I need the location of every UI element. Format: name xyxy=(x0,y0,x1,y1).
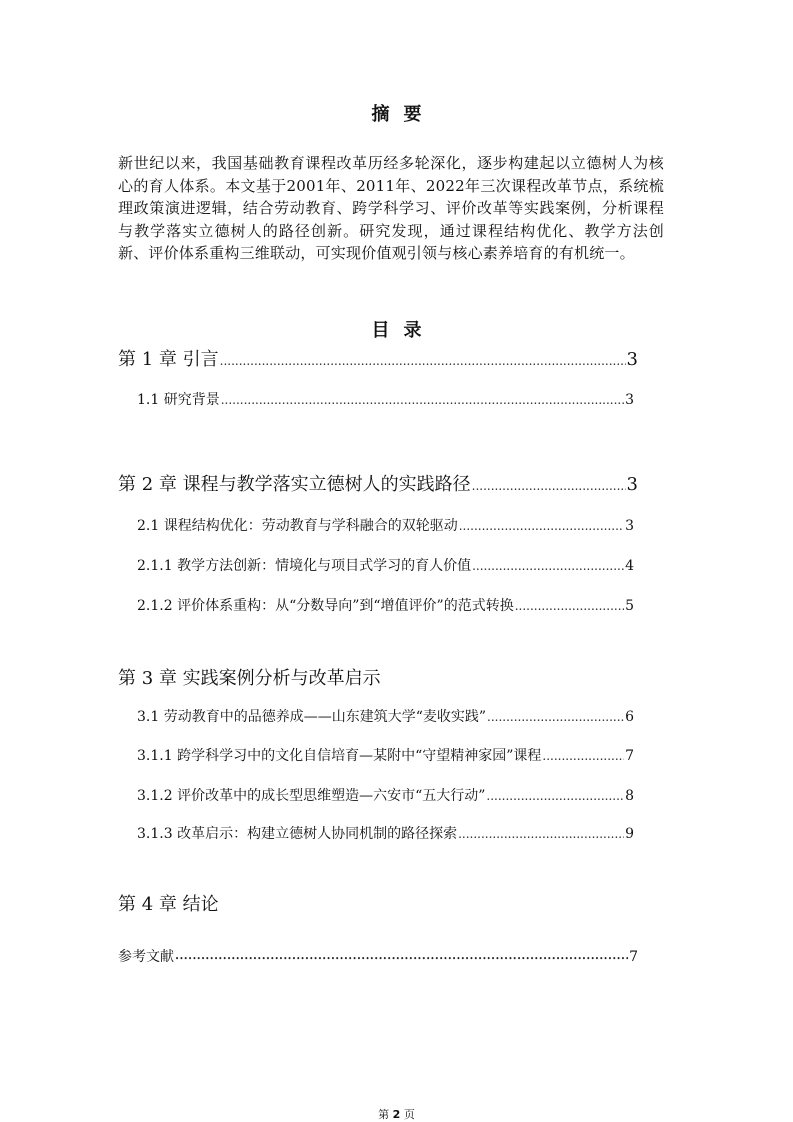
toc-entry-chapter-4[interactable] xyxy=(118,890,638,916)
toc-leader-dots xyxy=(486,789,624,803)
toc-entry-page: 8 xyxy=(625,788,634,804)
toc-entry-2-1[interactable] xyxy=(137,515,634,535)
toc-entry-label: 第 4 章 结论 xyxy=(118,894,219,915)
toc-leader-dots xyxy=(458,827,624,841)
toc-entry-label: 参考文献 xyxy=(118,949,174,965)
toc-entry-page: 9 xyxy=(625,826,634,842)
toc-entry-references[interactable] xyxy=(118,946,638,966)
toc-entry-3-1-3[interactable] xyxy=(137,823,634,843)
toc-entry-page: 3 xyxy=(626,474,638,495)
toc-entry-page: 7 xyxy=(625,748,634,764)
toc-entry-2-1-1[interactable] xyxy=(137,555,634,575)
toc-leader-dots xyxy=(221,393,624,407)
toc-entry-1-1[interactable] xyxy=(137,389,634,409)
toc-leader-dots xyxy=(542,749,624,763)
toc-entry-page: 4 xyxy=(625,558,634,574)
toc-entry-page: 3 xyxy=(626,349,638,370)
toc-entry-label: 2.1 课程结构优化：劳动教育与学科融合的双轮驱动 xyxy=(137,518,458,534)
toc-entry-label: 第 3 章 实践案例分析与改革启示 xyxy=(118,668,381,689)
toc-entry-label: 2.1.2 评价体系重构：从“分数导向”到“增值评价”的范式转换 xyxy=(137,598,514,614)
toc-entry-3-1-1[interactable] xyxy=(137,745,634,765)
abstract-heading: 摘要 xyxy=(371,104,436,125)
toc-leader-dots xyxy=(472,479,626,493)
footer-page-number: 2 xyxy=(392,1108,401,1121)
toc-entry-chapter-3[interactable] xyxy=(118,664,638,690)
footer-prefix: 第 xyxy=(378,1108,390,1121)
toc-entry-label: 1.1 研究背景 xyxy=(137,392,220,408)
toc-entry-chapter-1[interactable] xyxy=(118,345,638,371)
toc-entry-page: 3 xyxy=(625,518,634,534)
toc-leader-dots xyxy=(472,559,624,573)
toc-entry-label: 3.1 劳动教育中的品德养成——山东建筑大学“麦收实践” xyxy=(137,709,487,725)
abstract-body: 新世纪以来，我国基础教育课程改革历经多轮深化，逐步构建起以立德树人为核心的育人体系。本文基于2001年、2011年、2022年三次课程改革节点，系统梳理政策演进逻辑，结合劳动教育、跨学科学习、评价改革等实践案例，分析课程与教学落实立德树人的路径创新。研究发现，通过课程结构优化、教学方法创新、评价体系重构三维联动，可实现价值观引领与核心素养培育的有机统一。 xyxy=(118,154,664,262)
toc-entry-label: 3.1.1 跨学科学习中的文化自信培育—某附中“守望精神家园”课程 xyxy=(137,748,542,764)
toc-entry-3-1-2[interactable] xyxy=(137,785,634,805)
toc-entry-label: 第 2 章 课程与教学落实立德树人的实践路径 xyxy=(118,474,471,495)
toc-entry-2-1-2[interactable] xyxy=(137,595,634,615)
toc-entry-label: 3.1.2 评价改革中的成长型思维塑造—六安市“五大行动” xyxy=(137,788,486,804)
toc-leader-dots xyxy=(487,710,624,724)
footer-suffix: 页 xyxy=(403,1108,415,1121)
toc-leader-dots xyxy=(515,599,624,613)
toc-entry-label: 第 1 章 引言 xyxy=(118,349,219,370)
toc-leader-dots xyxy=(220,354,626,368)
page-footer xyxy=(0,1106,793,1122)
toc-entry-page: 5 xyxy=(625,598,634,614)
toc-entry-page: 3 xyxy=(625,392,634,408)
toc-entry-label: 2.1.1 教学方法创新：情境化与项目式学习的育人价值 xyxy=(137,558,472,574)
toc-entry-3-1[interactable] xyxy=(137,706,634,726)
toc-entry-label: 3.1.3 改革启示：构建立德树人协同机制的路径探索 xyxy=(137,826,458,842)
toc-entry-page: 6 xyxy=(625,709,634,725)
toc-entry-page: 7 xyxy=(629,949,638,965)
toc-leader-dots xyxy=(459,519,624,533)
toc-entry-chapter-2[interactable] xyxy=(118,470,638,496)
toc-leader-dots xyxy=(175,949,628,965)
toc-heading: 目录 xyxy=(371,320,436,341)
